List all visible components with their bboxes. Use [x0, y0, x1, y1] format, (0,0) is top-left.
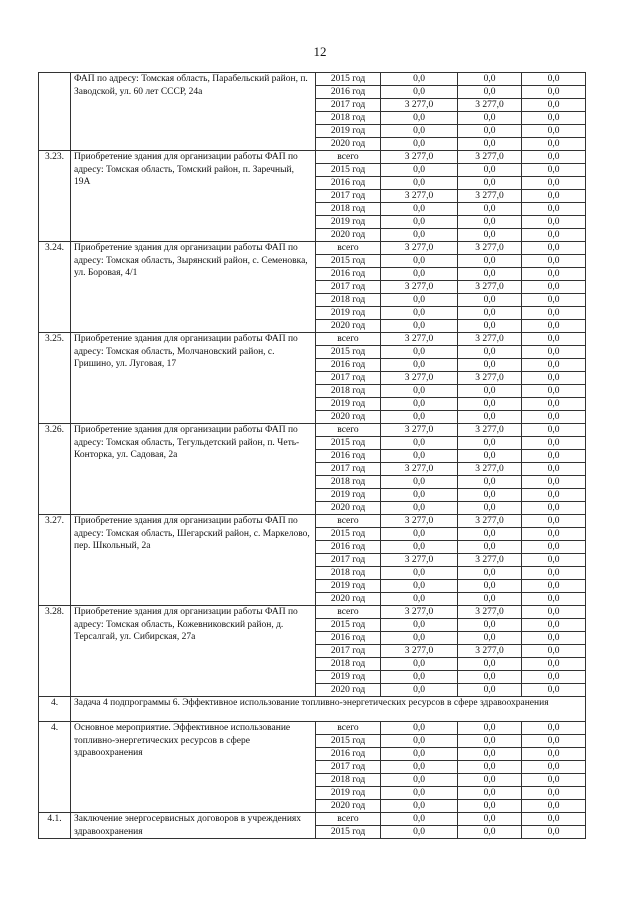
other-value: 0,0: [522, 489, 586, 502]
table-row: [39, 813, 586, 826]
budget-value: 0,0: [458, 761, 522, 774]
table-row: [39, 606, 586, 619]
other-value: 0,0: [522, 554, 586, 567]
total-value: 3 277,0: [381, 372, 458, 385]
year-cell: 2018 год: [316, 567, 381, 580]
row-number: 4.: [39, 697, 71, 722]
year-cell: 2017 год: [316, 645, 381, 658]
activity-name: Основное мероприятие. Эффективное использование топливно-энергетических ресурсов в сфере здравоохранения: [71, 722, 316, 813]
other-value: 0,0: [522, 86, 586, 99]
other-value: 0,0: [522, 242, 586, 255]
year-cell: всего: [316, 151, 381, 164]
budget-value: 3 277,0: [458, 99, 522, 112]
year-cell: 2015 год: [316, 255, 381, 268]
total-value: 3 277,0: [381, 190, 458, 203]
total-value: 0,0: [381, 450, 458, 463]
other-value: 0,0: [522, 787, 586, 800]
activity-name: Заключение энергосервисных договоров в учреждениях здравоохранения: [71, 813, 316, 839]
year-cell: 2016 год: [316, 268, 381, 281]
table-row: [39, 515, 586, 528]
total-value: 0,0: [381, 138, 458, 151]
budget-value: 3 277,0: [458, 463, 522, 476]
budget-value: 0,0: [458, 125, 522, 138]
total-value: 0,0: [381, 437, 458, 450]
year-cell: 2019 год: [316, 671, 381, 684]
budget-value: 0,0: [458, 658, 522, 671]
budget-value: 0,0: [458, 528, 522, 541]
table-row: [39, 333, 586, 346]
total-value: 0,0: [381, 528, 458, 541]
other-value: 0,0: [522, 761, 586, 774]
total-value: 0,0: [381, 813, 458, 826]
total-value: 0,0: [381, 177, 458, 190]
budget-value: 0,0: [458, 346, 522, 359]
year-cell: 2016 год: [316, 632, 381, 645]
total-value: 3 277,0: [381, 515, 458, 528]
total-value: 0,0: [381, 346, 458, 359]
total-value: 0,0: [381, 619, 458, 632]
activity-name: Приобретение здания для организации работы ФАП по адресу: Томская область, Томский район, п. Заречный, 19А: [71, 151, 316, 242]
budget-value: 0,0: [458, 632, 522, 645]
activity-name: Приобретение здания для организации работы ФАП по адресу: Томская область, Кожевниковский район, д. Терсалгай, ул. Сибирская, 27а: [71, 606, 316, 697]
total-value: 3 277,0: [381, 645, 458, 658]
year-cell: 2017 год: [316, 761, 381, 774]
year-cell: 2017 год: [316, 99, 381, 112]
task-title: Задача 4 подпрограммы 6. Эффективное использование топливно-энергетических ресурсов в сфере здравоохранения: [71, 697, 586, 722]
other-value: 0,0: [522, 658, 586, 671]
year-cell: 2017 год: [316, 190, 381, 203]
budget-value: 3 277,0: [458, 645, 522, 658]
total-value: 0,0: [381, 748, 458, 761]
budget-value: 3 277,0: [458, 606, 522, 619]
budget-value: 3 277,0: [458, 190, 522, 203]
budget-value: 0,0: [458, 787, 522, 800]
total-value: 3 277,0: [381, 99, 458, 112]
budget-value: 0,0: [458, 567, 522, 580]
total-value: 0,0: [381, 294, 458, 307]
total-value: 3 277,0: [381, 424, 458, 437]
funding-table: [38, 72, 586, 839]
other-value: 0,0: [522, 684, 586, 697]
year-cell: 2018 год: [316, 112, 381, 125]
year-cell: 2017 год: [316, 463, 381, 476]
year-cell: 2015 год: [316, 619, 381, 632]
row-number: 3.28.: [39, 606, 71, 697]
budget-value: 3 277,0: [458, 554, 522, 567]
other-value: 0,0: [522, 424, 586, 437]
year-cell: всего: [316, 242, 381, 255]
other-value: 0,0: [522, 411, 586, 424]
year-cell: 2016 год: [316, 450, 381, 463]
total-value: 0,0: [381, 567, 458, 580]
budget-value: 0,0: [458, 216, 522, 229]
budget-value: 0,0: [458, 450, 522, 463]
budget-value: 3 277,0: [458, 424, 522, 437]
other-value: 0,0: [522, 151, 586, 164]
budget-value: 0,0: [458, 541, 522, 554]
page-number: 12: [313, 44, 327, 59]
other-value: 0,0: [522, 99, 586, 112]
year-cell: 2016 год: [316, 177, 381, 190]
total-value: 0,0: [381, 826, 458, 839]
budget-value: 0,0: [458, 502, 522, 515]
total-value: 0,0: [381, 125, 458, 138]
budget-value: 0,0: [458, 112, 522, 125]
total-value: 0,0: [381, 735, 458, 748]
year-cell: 2019 год: [316, 307, 381, 320]
budget-value: 3 277,0: [458, 333, 522, 346]
other-value: 0,0: [522, 294, 586, 307]
total-value: 3 277,0: [381, 606, 458, 619]
year-cell: 2018 год: [316, 294, 381, 307]
total-value: 0,0: [381, 580, 458, 593]
activity-name: Приобретение здания для организации работы ФАП по адресу: Томская область, Тегульдетский район, п. Четь-Конторка, ул. Садовая, 2а: [71, 424, 316, 515]
budget-value: 0,0: [458, 489, 522, 502]
budget-value: 0,0: [458, 385, 522, 398]
other-value: 0,0: [522, 735, 586, 748]
other-value: 0,0: [522, 437, 586, 450]
total-value: 0,0: [381, 216, 458, 229]
budget-value: 0,0: [458, 476, 522, 489]
other-value: 0,0: [522, 593, 586, 606]
task-row: [39, 697, 586, 722]
budget-value: 0,0: [458, 580, 522, 593]
year-cell: 2016 год: [316, 86, 381, 99]
year-cell: всего: [316, 515, 381, 528]
total-value: 0,0: [381, 671, 458, 684]
budget-value: 0,0: [458, 229, 522, 242]
year-cell: 2017 год: [316, 281, 381, 294]
budget-value: 0,0: [458, 619, 522, 632]
table-row: [39, 242, 586, 255]
other-value: 0,0: [522, 826, 586, 839]
other-value: 0,0: [522, 359, 586, 372]
other-value: 0,0: [522, 606, 586, 619]
year-cell: 2015 год: [316, 164, 381, 177]
year-cell: 2017 год: [316, 554, 381, 567]
total-value: 0,0: [381, 593, 458, 606]
year-cell: 2017 год: [316, 372, 381, 385]
total-value: 0,0: [381, 761, 458, 774]
row-number: 3.23.: [39, 151, 71, 242]
budget-value: 0,0: [458, 800, 522, 813]
activity-name: Приобретение здания для организации работы ФАП по адресу: Томская область, Шегарский район, с. Маркелово, пер. Школьный, 2а: [71, 515, 316, 606]
total-value: 0,0: [381, 774, 458, 787]
total-value: 0,0: [381, 658, 458, 671]
other-value: 0,0: [522, 125, 586, 138]
other-value: 0,0: [522, 164, 586, 177]
other-value: 0,0: [522, 619, 586, 632]
total-value: 0,0: [381, 112, 458, 125]
other-value: 0,0: [522, 800, 586, 813]
budget-value: 0,0: [458, 748, 522, 761]
year-cell: 2016 год: [316, 541, 381, 554]
year-cell: 2018 год: [316, 476, 381, 489]
other-value: 0,0: [522, 476, 586, 489]
total-value: 3 277,0: [381, 242, 458, 255]
year-cell: 2018 год: [316, 774, 381, 787]
year-cell: 2019 год: [316, 216, 381, 229]
year-cell: всего: [316, 813, 381, 826]
table-row: [39, 151, 586, 164]
budget-value: 0,0: [458, 86, 522, 99]
total-value: 3 277,0: [381, 281, 458, 294]
total-value: 0,0: [381, 268, 458, 281]
year-cell: всего: [316, 606, 381, 619]
row-number: [39, 73, 71, 151]
year-cell: 2019 год: [316, 398, 381, 411]
year-cell: всего: [316, 333, 381, 346]
year-cell: 2020 год: [316, 593, 381, 606]
other-value: 0,0: [522, 346, 586, 359]
year-cell: 2018 год: [316, 658, 381, 671]
total-value: 0,0: [381, 541, 458, 554]
other-value: 0,0: [522, 307, 586, 320]
budget-value: 0,0: [458, 255, 522, 268]
year-cell: 2020 год: [316, 684, 381, 697]
total-value: 0,0: [381, 684, 458, 697]
total-value: 3 277,0: [381, 151, 458, 164]
total-value: 0,0: [381, 255, 458, 268]
budget-value: 3 277,0: [458, 515, 522, 528]
other-value: 0,0: [522, 632, 586, 645]
budget-value: 3 277,0: [458, 242, 522, 255]
other-value: 0,0: [522, 567, 586, 580]
total-value: 0,0: [381, 73, 458, 86]
budget-value: 0,0: [458, 813, 522, 826]
budget-value: 0,0: [458, 671, 522, 684]
year-cell: 2016 год: [316, 359, 381, 372]
other-value: 0,0: [522, 177, 586, 190]
total-value: 0,0: [381, 398, 458, 411]
year-cell: всего: [316, 424, 381, 437]
other-value: 0,0: [522, 450, 586, 463]
activity-name: ФАП по адресу: Томская область, Парабельский район, п. Заводской, ул. 60 лет СССР, 24а: [71, 73, 316, 151]
year-cell: 2020 год: [316, 502, 381, 515]
total-value: 0,0: [381, 86, 458, 99]
year-cell: 2020 год: [316, 800, 381, 813]
total-value: 0,0: [381, 320, 458, 333]
other-value: 0,0: [522, 813, 586, 826]
row-number: 3.26.: [39, 424, 71, 515]
other-value: 0,0: [522, 645, 586, 658]
other-value: 0,0: [522, 385, 586, 398]
other-value: 0,0: [522, 216, 586, 229]
year-cell: 2019 год: [316, 787, 381, 800]
total-value: 3 277,0: [381, 463, 458, 476]
other-value: 0,0: [522, 722, 586, 735]
year-cell: 2018 год: [316, 385, 381, 398]
other-value: 0,0: [522, 203, 586, 216]
other-value: 0,0: [522, 112, 586, 125]
budget-value: 0,0: [458, 307, 522, 320]
budget-value: 0,0: [458, 735, 522, 748]
activity-name: Приобретение здания для организации работы ФАП по адресу: Томская область, Зырянский район, с. Семеновка, ул. Боровая, 4/1: [71, 242, 316, 333]
budget-value: 3 277,0: [458, 281, 522, 294]
budget-value: 0,0: [458, 398, 522, 411]
other-value: 0,0: [522, 73, 586, 86]
total-value: 0,0: [381, 722, 458, 735]
total-value: 3 277,0: [381, 554, 458, 567]
year-cell: 2019 год: [316, 489, 381, 502]
year-cell: 2015 год: [316, 735, 381, 748]
year-cell: 2020 год: [316, 229, 381, 242]
total-value: 0,0: [381, 787, 458, 800]
other-value: 0,0: [522, 463, 586, 476]
row-number: 4.: [39, 722, 71, 813]
table-row: [39, 73, 586, 86]
total-value: 0,0: [381, 307, 458, 320]
budget-value: 0,0: [458, 411, 522, 424]
budget-value: 0,0: [458, 826, 522, 839]
budget-value: 0,0: [458, 774, 522, 787]
budget-value: 0,0: [458, 684, 522, 697]
budget-value: 0,0: [458, 138, 522, 151]
other-value: 0,0: [522, 229, 586, 242]
year-cell: 2015 год: [316, 437, 381, 450]
total-value: 0,0: [381, 489, 458, 502]
total-value: 3 277,0: [381, 333, 458, 346]
row-number: 3.24.: [39, 242, 71, 333]
year-cell: 2020 год: [316, 138, 381, 151]
year-cell: 2015 год: [316, 826, 381, 839]
row-number: 3.25.: [39, 333, 71, 424]
total-value: 0,0: [381, 229, 458, 242]
budget-value: 0,0: [458, 437, 522, 450]
budget-value: 0,0: [458, 268, 522, 281]
other-value: 0,0: [522, 320, 586, 333]
budget-value: 0,0: [458, 203, 522, 216]
budget-value: 3 277,0: [458, 151, 522, 164]
total-value: 0,0: [381, 502, 458, 515]
year-cell: 2019 год: [316, 125, 381, 138]
budget-value: 0,0: [458, 722, 522, 735]
other-value: 0,0: [522, 774, 586, 787]
year-cell: 2015 год: [316, 346, 381, 359]
year-cell: 2015 год: [316, 528, 381, 541]
budget-value: 3 277,0: [458, 372, 522, 385]
other-value: 0,0: [522, 541, 586, 554]
other-value: 0,0: [522, 398, 586, 411]
other-value: 0,0: [522, 268, 586, 281]
total-value: 0,0: [381, 203, 458, 216]
total-value: 0,0: [381, 385, 458, 398]
activity-name: Приобретение здания для организации работы ФАП по адресу: Томская область, Молчановский район, с. Гришино, ул. Луговая, 17: [71, 333, 316, 424]
total-value: 0,0: [381, 164, 458, 177]
year-cell: 2018 год: [316, 203, 381, 216]
other-value: 0,0: [522, 515, 586, 528]
budget-value: 0,0: [458, 73, 522, 86]
other-value: 0,0: [522, 748, 586, 761]
table-row: [39, 424, 586, 437]
budget-value: 0,0: [458, 593, 522, 606]
other-value: 0,0: [522, 190, 586, 203]
row-number: 4.1.: [39, 813, 71, 839]
other-value: 0,0: [522, 281, 586, 294]
table-body: [39, 73, 586, 839]
row-number: 3.27.: [39, 515, 71, 606]
year-cell: 2015 год: [316, 73, 381, 86]
budget-value: 0,0: [458, 164, 522, 177]
budget-value: 0,0: [458, 359, 522, 372]
total-value: 0,0: [381, 800, 458, 813]
budget-value: 0,0: [458, 177, 522, 190]
other-value: 0,0: [522, 138, 586, 151]
total-value: 0,0: [381, 476, 458, 489]
other-value: 0,0: [522, 372, 586, 385]
other-value: 0,0: [522, 255, 586, 268]
year-cell: 2020 год: [316, 320, 381, 333]
other-value: 0,0: [522, 502, 586, 515]
other-value: 0,0: [522, 528, 586, 541]
table-row: [39, 722, 586, 735]
total-value: 0,0: [381, 359, 458, 372]
year-cell: 2019 год: [316, 580, 381, 593]
budget-value: 0,0: [458, 294, 522, 307]
total-value: 0,0: [381, 411, 458, 424]
total-value: 0,0: [381, 632, 458, 645]
year-cell: 2016 год: [316, 748, 381, 761]
year-cell: всего: [316, 722, 381, 735]
budget-value: 0,0: [458, 320, 522, 333]
other-value: 0,0: [522, 580, 586, 593]
other-value: 0,0: [522, 333, 586, 346]
other-value: 0,0: [522, 671, 586, 684]
year-cell: 2020 год: [316, 411, 381, 424]
